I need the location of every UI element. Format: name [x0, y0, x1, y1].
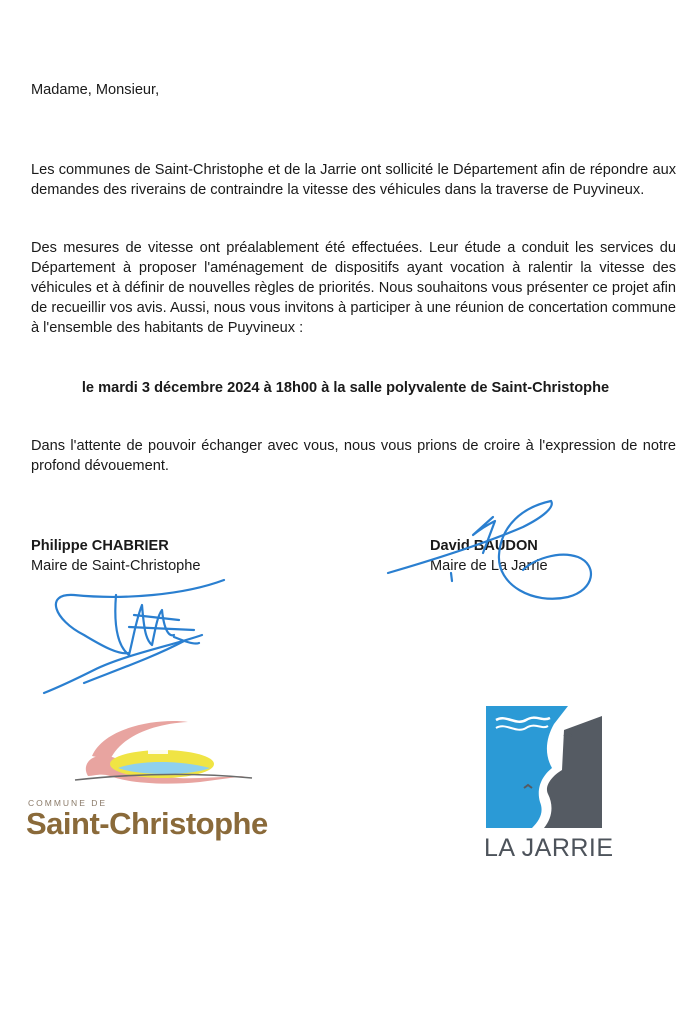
paragraph-request: Les communes de Saint-Christophe et de la Jarrie ont sollicité le Département afin de répondre aux demandes des riverains de contraindre la vitesse des véhicules dans la traverse de Puyvineux. — [31, 162, 676, 198]
la-jarrie-logo-text: LA JARRIE — [484, 834, 614, 862]
salutation: Madame, Monsieur, — [31, 82, 160, 98]
saint-christophe-logo-mark — [70, 718, 255, 803]
signatory-title: Maire de Saint-Christophe — [31, 558, 201, 574]
meeting-details: le mardi 3 décembre 2024 à 18h00 à la salle polyvalente de Saint-Christophe — [81, 380, 610, 396]
signature-left — [34, 575, 234, 700]
signatory-left — [31, 536, 201, 576]
signature-right — [383, 495, 603, 610]
signatory-name: David BAUDON — [430, 538, 538, 554]
signatory-name: Philippe CHABRIER — [31, 538, 169, 554]
closing-paragraph: Dans l'attente de pouvoir échanger avec vous, nous vous prions de croire à l'expression de notre profond dévouement. — [31, 438, 676, 474]
saint-christophe-logo-title: Saint-Christophe — [26, 806, 268, 841]
paragraph-project: Des mesures de vitesse ont préalablement été effectuées. Leur étude a conduit les services du Département à proposer l'aménagement de dispositifs ayant vocation à ralentir la vitesse des véhicules et à définir de nouvelles règles de priorités. Nous souhaitons vous présenter ce projet afin de recueillir vos avis. Aussi, nous vous invitons à participer à une réunion de concertation commune à l'ensemble des habitants de Puyvineux : — [31, 240, 676, 336]
signatory-title: Maire de La Jarrie — [430, 558, 548, 574]
saint-christophe-logo-subtitle: COMMUNE DE — [28, 798, 108, 808]
la-jarrie-logo-mark — [482, 706, 606, 828]
